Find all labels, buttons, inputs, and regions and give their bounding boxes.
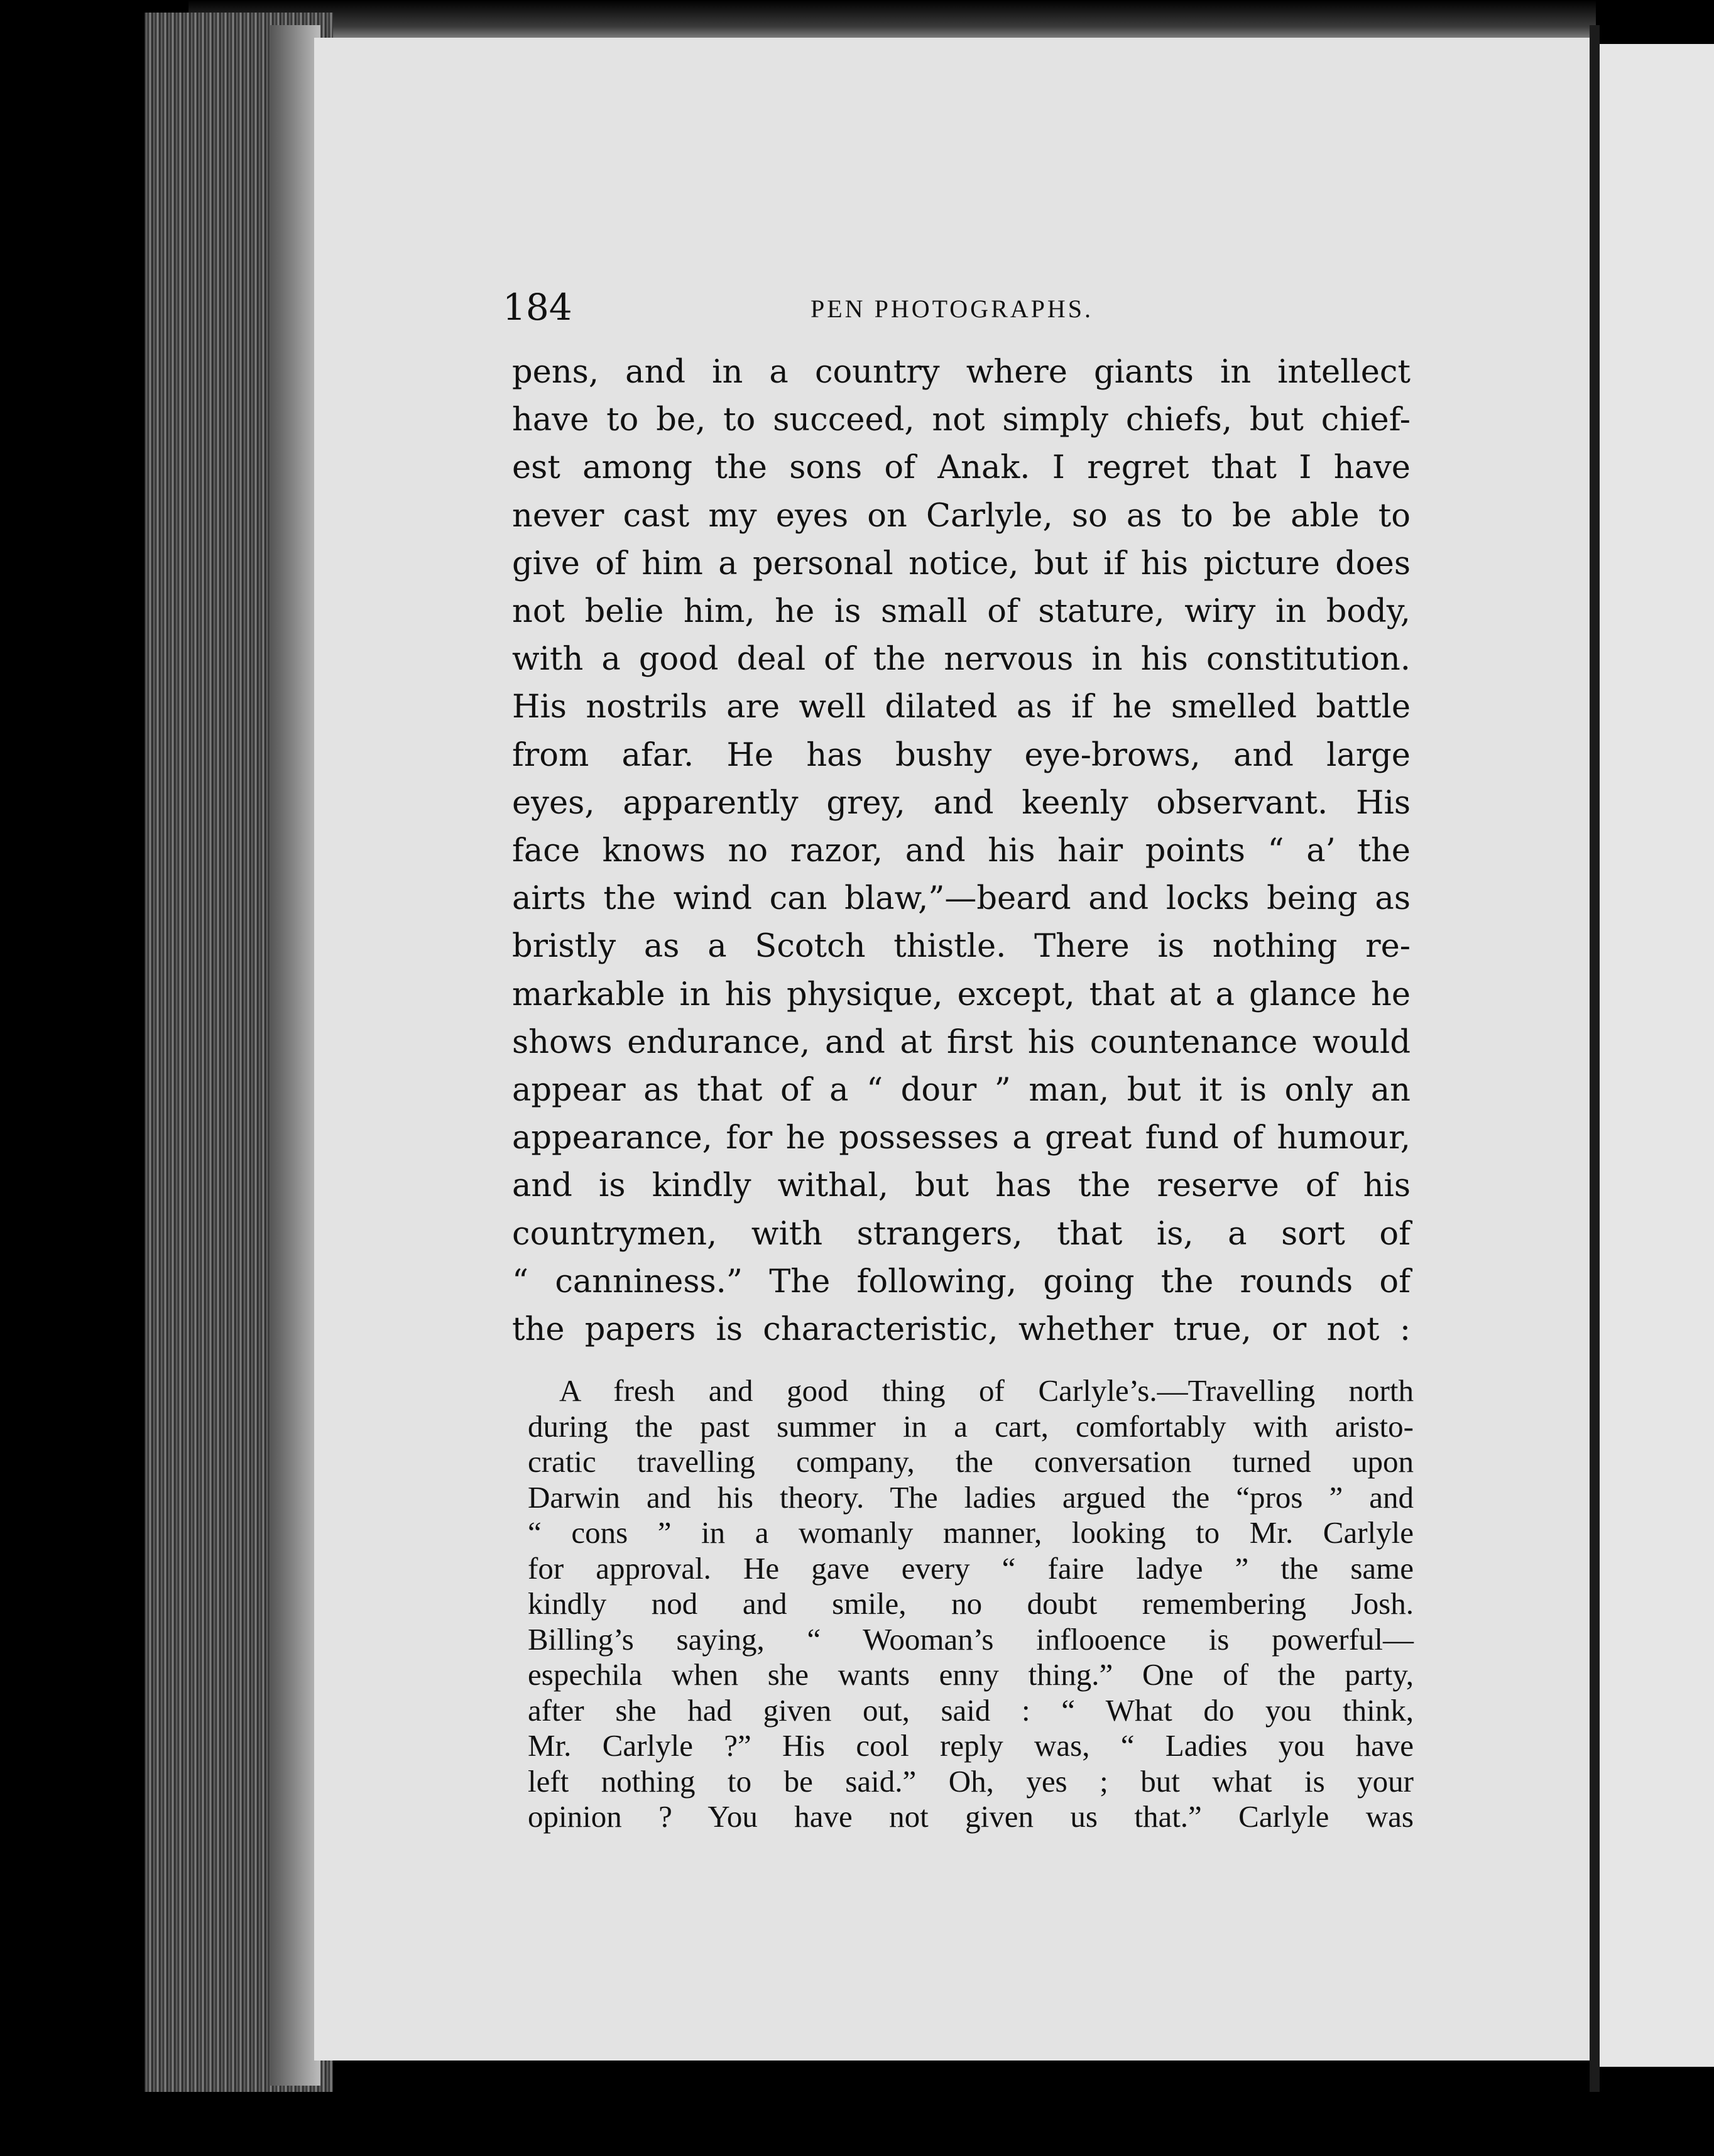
quote-line: Billing’s saying, “ Wooman’s inflooence is powerful— bbox=[528, 1621, 1414, 1657]
body-line: His nostrils are well dilated as if he smelled battle bbox=[512, 689, 1411, 726]
quote-line: cratic travelling company, the conversation turned upon bbox=[528, 1444, 1414, 1479]
quote-line: during the past summer in a cart, comfortably with aristo- bbox=[528, 1408, 1414, 1444]
quote-line: espechila when she wants enny thing.” One of the party, bbox=[528, 1657, 1414, 1692]
body-line: “ canniness.” The following, going the rounds of bbox=[512, 1263, 1411, 1300]
body-line: have to be, to succeed, not simply chiefs, but chief- bbox=[512, 401, 1411, 439]
body-line: pens, and in a country where giants in intellect bbox=[512, 354, 1411, 391]
main-paragraph bbox=[512, 349, 1411, 1354]
body-line: appear as that of a “ dour ” man, but it is only an bbox=[512, 1072, 1411, 1109]
body-line: with a good deal of the nervous in his constitution. bbox=[512, 641, 1411, 678]
quote-line: kindly nod and smile, no doubt remembering Josh. bbox=[528, 1586, 1414, 1621]
quote-line: Mr. Carlyle ?” His cool reply was, “ Ladies you have bbox=[528, 1728, 1414, 1763]
body-line: not belie him, he is small of stature, wiry in body, bbox=[512, 593, 1411, 631]
body-line: appearance, for he possesses a great fund of humour, bbox=[512, 1119, 1411, 1157]
quote-line: after she had given out, said : “ What do you think, bbox=[528, 1692, 1414, 1728]
body-line: est among the sons of Anak. I regret that I have bbox=[512, 449, 1411, 487]
quote-line: Darwin and his theory. The ladies argued the “pros ” and bbox=[528, 1479, 1414, 1515]
body-line: never cast my eyes on Carlyle, so as to be able to bbox=[512, 497, 1411, 535]
book-top-edge bbox=[188, 0, 1596, 38]
quote-line: “ cons ” in a womanly manner, looking to Mr. Carlyle bbox=[528, 1515, 1414, 1550]
quote-line: opinion ? You have not given us that.” Carlyle was bbox=[528, 1799, 1414, 1834]
body-line: bristly as a Scotch thistle. There is nothing re- bbox=[512, 928, 1411, 966]
book-page-edges-shadow bbox=[270, 25, 320, 2086]
body-line: face knows no razor, and his hair points “ a’ the bbox=[512, 832, 1411, 870]
body-line: markable in his physique, except, that at a glance he bbox=[512, 976, 1411, 1013]
quote-line: left nothing to be said.” Oh, yes ; but what is your bbox=[528, 1763, 1414, 1799]
gutter-shadow bbox=[1590, 25, 1600, 2092]
quoted-anecdote bbox=[528, 1373, 1414, 1835]
body-line: the papers is characteristic, whether true, or not : bbox=[512, 1311, 1411, 1349]
quote-line: A fresh and good thing of Carlyle’s.—Travelling north bbox=[559, 1373, 1414, 1408]
body-line: shows endurance, and at first his countenance would bbox=[512, 1023, 1411, 1061]
body-line: countrymen, with strangers, that is, a sort of bbox=[512, 1215, 1411, 1253]
running-title: PEN PHOTOGRAPHS. bbox=[811, 295, 1094, 323]
body-line: airts the wind can blaw,”—beard and locks being as bbox=[512, 880, 1411, 918]
page-number: 184 bbox=[503, 286, 572, 329]
body-line: give of him a personal notice, but if his picture does bbox=[512, 545, 1411, 582]
body-line: from afar. He has bushy eye-brows, and large bbox=[512, 736, 1411, 774]
facing-page bbox=[1600, 44, 1714, 2067]
quote-line: for approval. He gave every “ faire ladye ” the same bbox=[528, 1550, 1414, 1586]
body-line: eyes, apparently grey, and keenly observant. His bbox=[512, 784, 1411, 822]
body-line: and is kindly withal, but has the reserve of his bbox=[512, 1167, 1411, 1205]
